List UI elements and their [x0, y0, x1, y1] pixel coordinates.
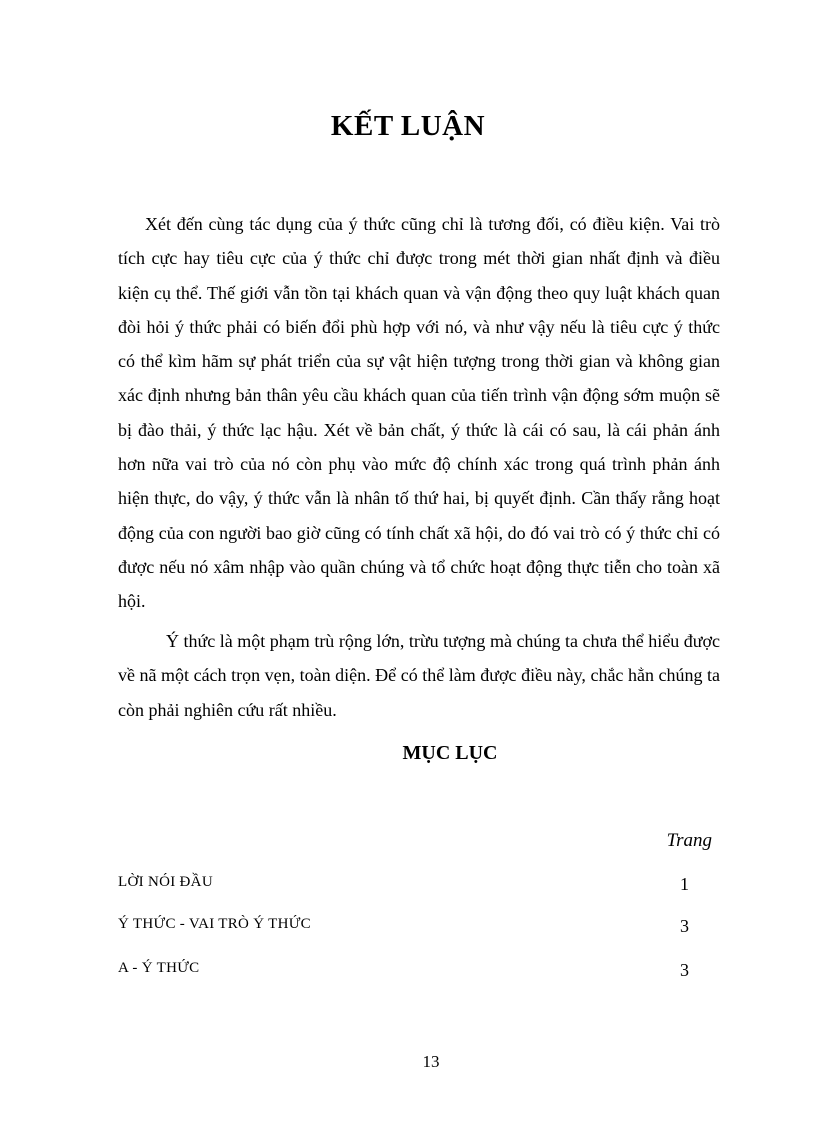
conclusion-paragraph-2	[118, 624, 720, 727]
toc-entry-page: 1	[680, 874, 689, 894]
paragraph-text: Xét đến cùng tác dụng của ý thức cũng chỉ là tương đối, có điều kiện. Vai trò tích cực hay tiêu cực của ý thức chỉ được trong mét thời gian nhất định và điều kiện cụ thể. Thế giới vẫn tồn tại khách quan và vận động theo quy luật khách quan đòi hỏi ý thức phải có biến đổi phù hợp với nó, và như vậy nếu là tiêu cực ý thức có thể kìm hãm sự phát triển của sự vật hiện tượng trong thời gian và không gian xác định nhưng bản thân yêu cầu khách quan của tiến trình vận động sớm muộn sẽ bị đào thải, ý thức lạc hậu. Xét về bản chất, ý thức là cái có sau, là cái phản ánh hơn nữa vai trò của nó còn phụ vào mức độ chính xác trong quá trình phản ánh hiện thực, do vậy, ý thức vẫn là nhân tố thứ hai, bị quyết định. Cần thấy rằng hoạt động của con người bao giờ cũng có tính chất xã hội, do đó vai trò có ý thức chỉ có được nếu nó xâm nhập vào quần chúng và tổ chức hoạt động thực tiễn cho toàn xã hội.	[118, 214, 720, 612]
toc-entry-page: 3	[680, 916, 689, 936]
toc-entry[interactable]	[118, 960, 698, 984]
toc-entry[interactable]	[118, 916, 698, 940]
toc-title: MỤC LỤC	[402, 742, 498, 764]
toc-entry-label: LỜI NÓI ĐẦU	[118, 874, 213, 890]
conclusion-title: KẾT LUẬN	[330, 110, 486, 142]
page-number: 13	[422, 1052, 440, 1071]
conclusion-paragraph-1	[118, 207, 720, 619]
toc-page-header: Trang	[666, 830, 712, 851]
paragraph-text: Ý thức là một phạm trù rộng lớn, trừu tượng mà chúng ta chưa thể hiểu được về nã một cách trọn vẹn, toàn diện. Để có thể làm được điều này, chắc hẳn chúng ta còn phải nghiên cứu rất nhiều.	[118, 631, 720, 720]
toc-entry-label: A - Ý THỨC	[118, 960, 200, 976]
toc-entry-label: Ý THỨC - VAI TRÒ Ý THỨC	[118, 916, 311, 932]
toc-entry[interactable]	[118, 874, 698, 898]
toc-entry-page: 3	[680, 960, 689, 980]
